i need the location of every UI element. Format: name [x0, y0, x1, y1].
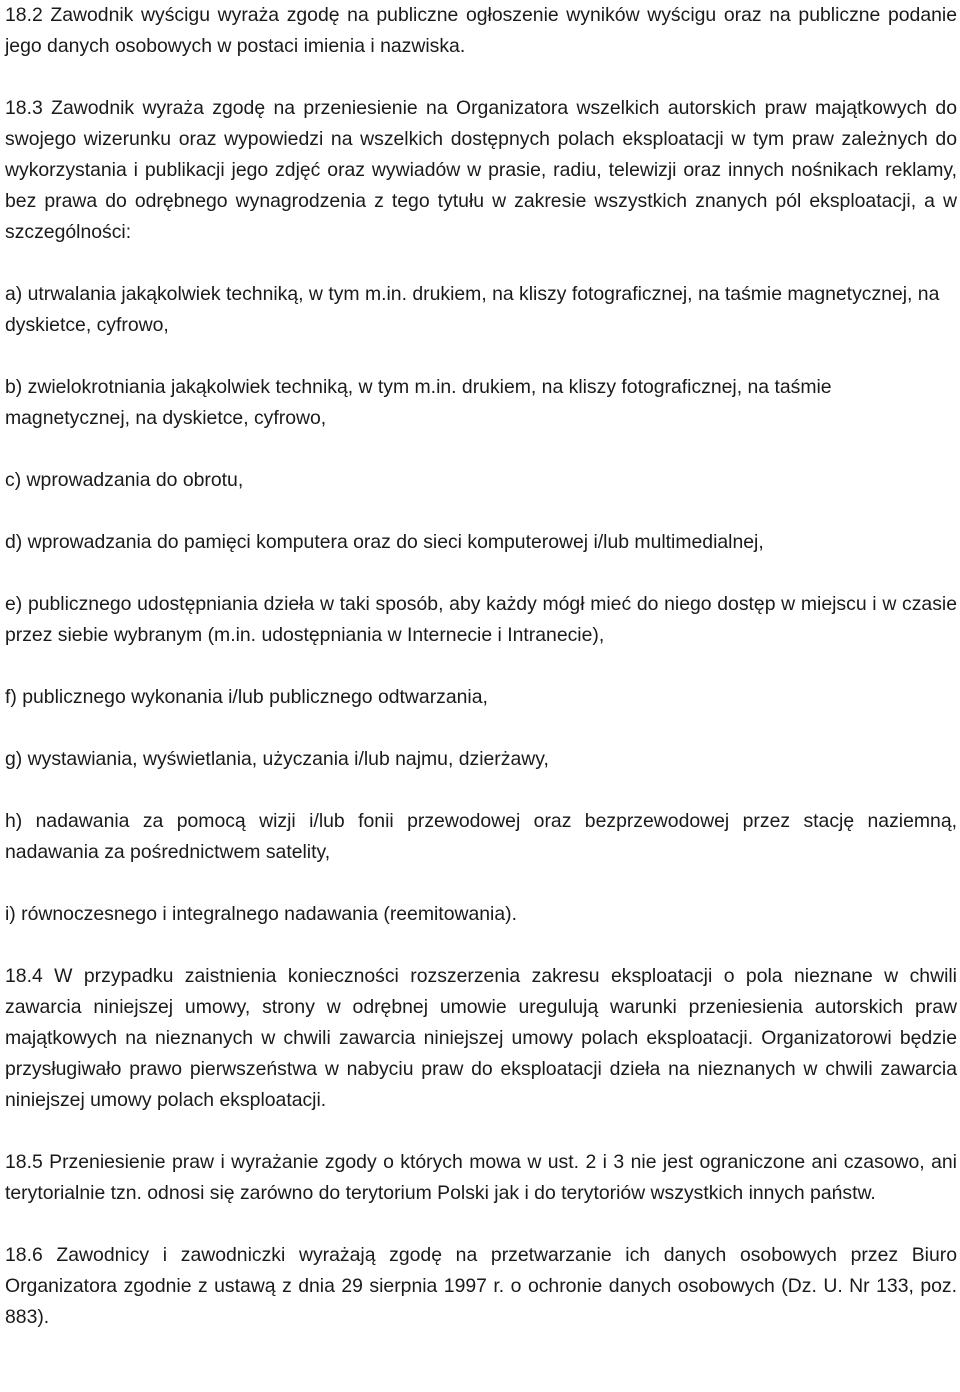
- list-item-c: c) wprowadzania do obrotu,: [5, 469, 244, 491]
- paragraph-18-5: 18.5 Przeniesienie praw i wyrażanie zgody o których mowa w ust. 2 i 3 nie jest ograniczone ani czasowo, ani terytorialnie tzn. odnosi się zarówno do terytorium Polski jak i do terytoriów wszystkich innych państw.: [5, 1151, 957, 1204]
- paragraph-18-3: 18.3 Zawodnik wyraża zgodę na przeniesienie na Organizatora wszelkich autorskich praw majątkowych do swojego wizerunku oraz wypowiedzi na wszelkich dostępnych polach eksploatacji w tym praw zależnych do wykorzystania i publikacji jego zdjęć oraz wywiadów w prasie, radiu, telewizji oraz innych nośnikach reklamy, bez prawa do odrębnego wynagrodzenia z tego tytułu w zakresie wszystkich znanych pól eksploatacji, a w szczególności:: [5, 97, 957, 243]
- list-item-i: i) równoczesnego i integralnego nadawania (reemitowania).: [5, 903, 517, 925]
- paragraph-18-6: 18.6 Zawodnicy i zawodniczki wyrażają zgodę na przetwarzanie ich danych osobowych przez Biuro Organizatora zgodnie z ustawą z dnia 29 sierpnia 1997 r. o ochronie danych osobowych (Dz. U. Nr 133, poz. 883).: [5, 1244, 957, 1328]
- list-item-b: b) zwielokrotniania jakąkolwiek techniką, w tym m.in. drukiem, na kliszy fotograficznej, na taśmie magnetycznej, na dyskietce, cyfrowo,: [5, 376, 832, 429]
- list-item-h: h) nadawania za pomocą wizji i/lub fonii przewodowej oraz bezprzewodowej przez stację naziemną, nadawania za pośrednictwem satelity,: [5, 810, 957, 863]
- document-page: [5, 0, 957, 1333]
- paragraph-18-4: 18.4 W przypadku zaistnienia konieczności rozszerzenia zakresu eksploatacji o pola nieznane w chwili zawarcia niniejszej umowy, strony w odrębnej umowie uregulują warunki przeniesienia autorskich praw majątkowych na nieznanych w chwili zawarcia niniejszej umowy polach eksploatacji. Organizatorowi będzie przysługiwało prawo pierwszeństwa w nabyciu praw do eksploatacji dzieła na nieznanych w chwili zawarcia niniejszej umowy polach eksploatacji.: [5, 965, 957, 1111]
- list-item-a: a) utrwalania jakąkolwiek techniką, w tym m.in. drukiem, na kliszy fotograficznej, na taśmie magnetycznej, na dyskietce, cyfrowo,: [5, 283, 940, 336]
- list-item-f: f) publicznego wykonania i/lub publicznego odtwarzania,: [5, 686, 488, 708]
- list-item-d: d) wprowadzania do pamięci komputera oraz do sieci komputerowej i/lub multimedialnej,: [5, 531, 764, 553]
- list-item-e: e) publicznego udostępniania dzieła w taki sposób, aby każdy mógł mieć do niego dostęp w miejscu i w czasie przez siebie wybranym (m.in. udostępniania w Internecie i Intranecie),: [5, 593, 957, 646]
- list-item-g: g) wystawiania, wyświetlania, użyczania i/lub najmu, dzierżawy,: [5, 748, 549, 770]
- paragraph-18-2: 18.2 Zawodnik wyścigu wyraża zgodę na publiczne ogłoszenie wyników wyścigu oraz na publiczne podanie jego danych osobowych w postaci imienia i nazwiska.: [5, 4, 957, 57]
